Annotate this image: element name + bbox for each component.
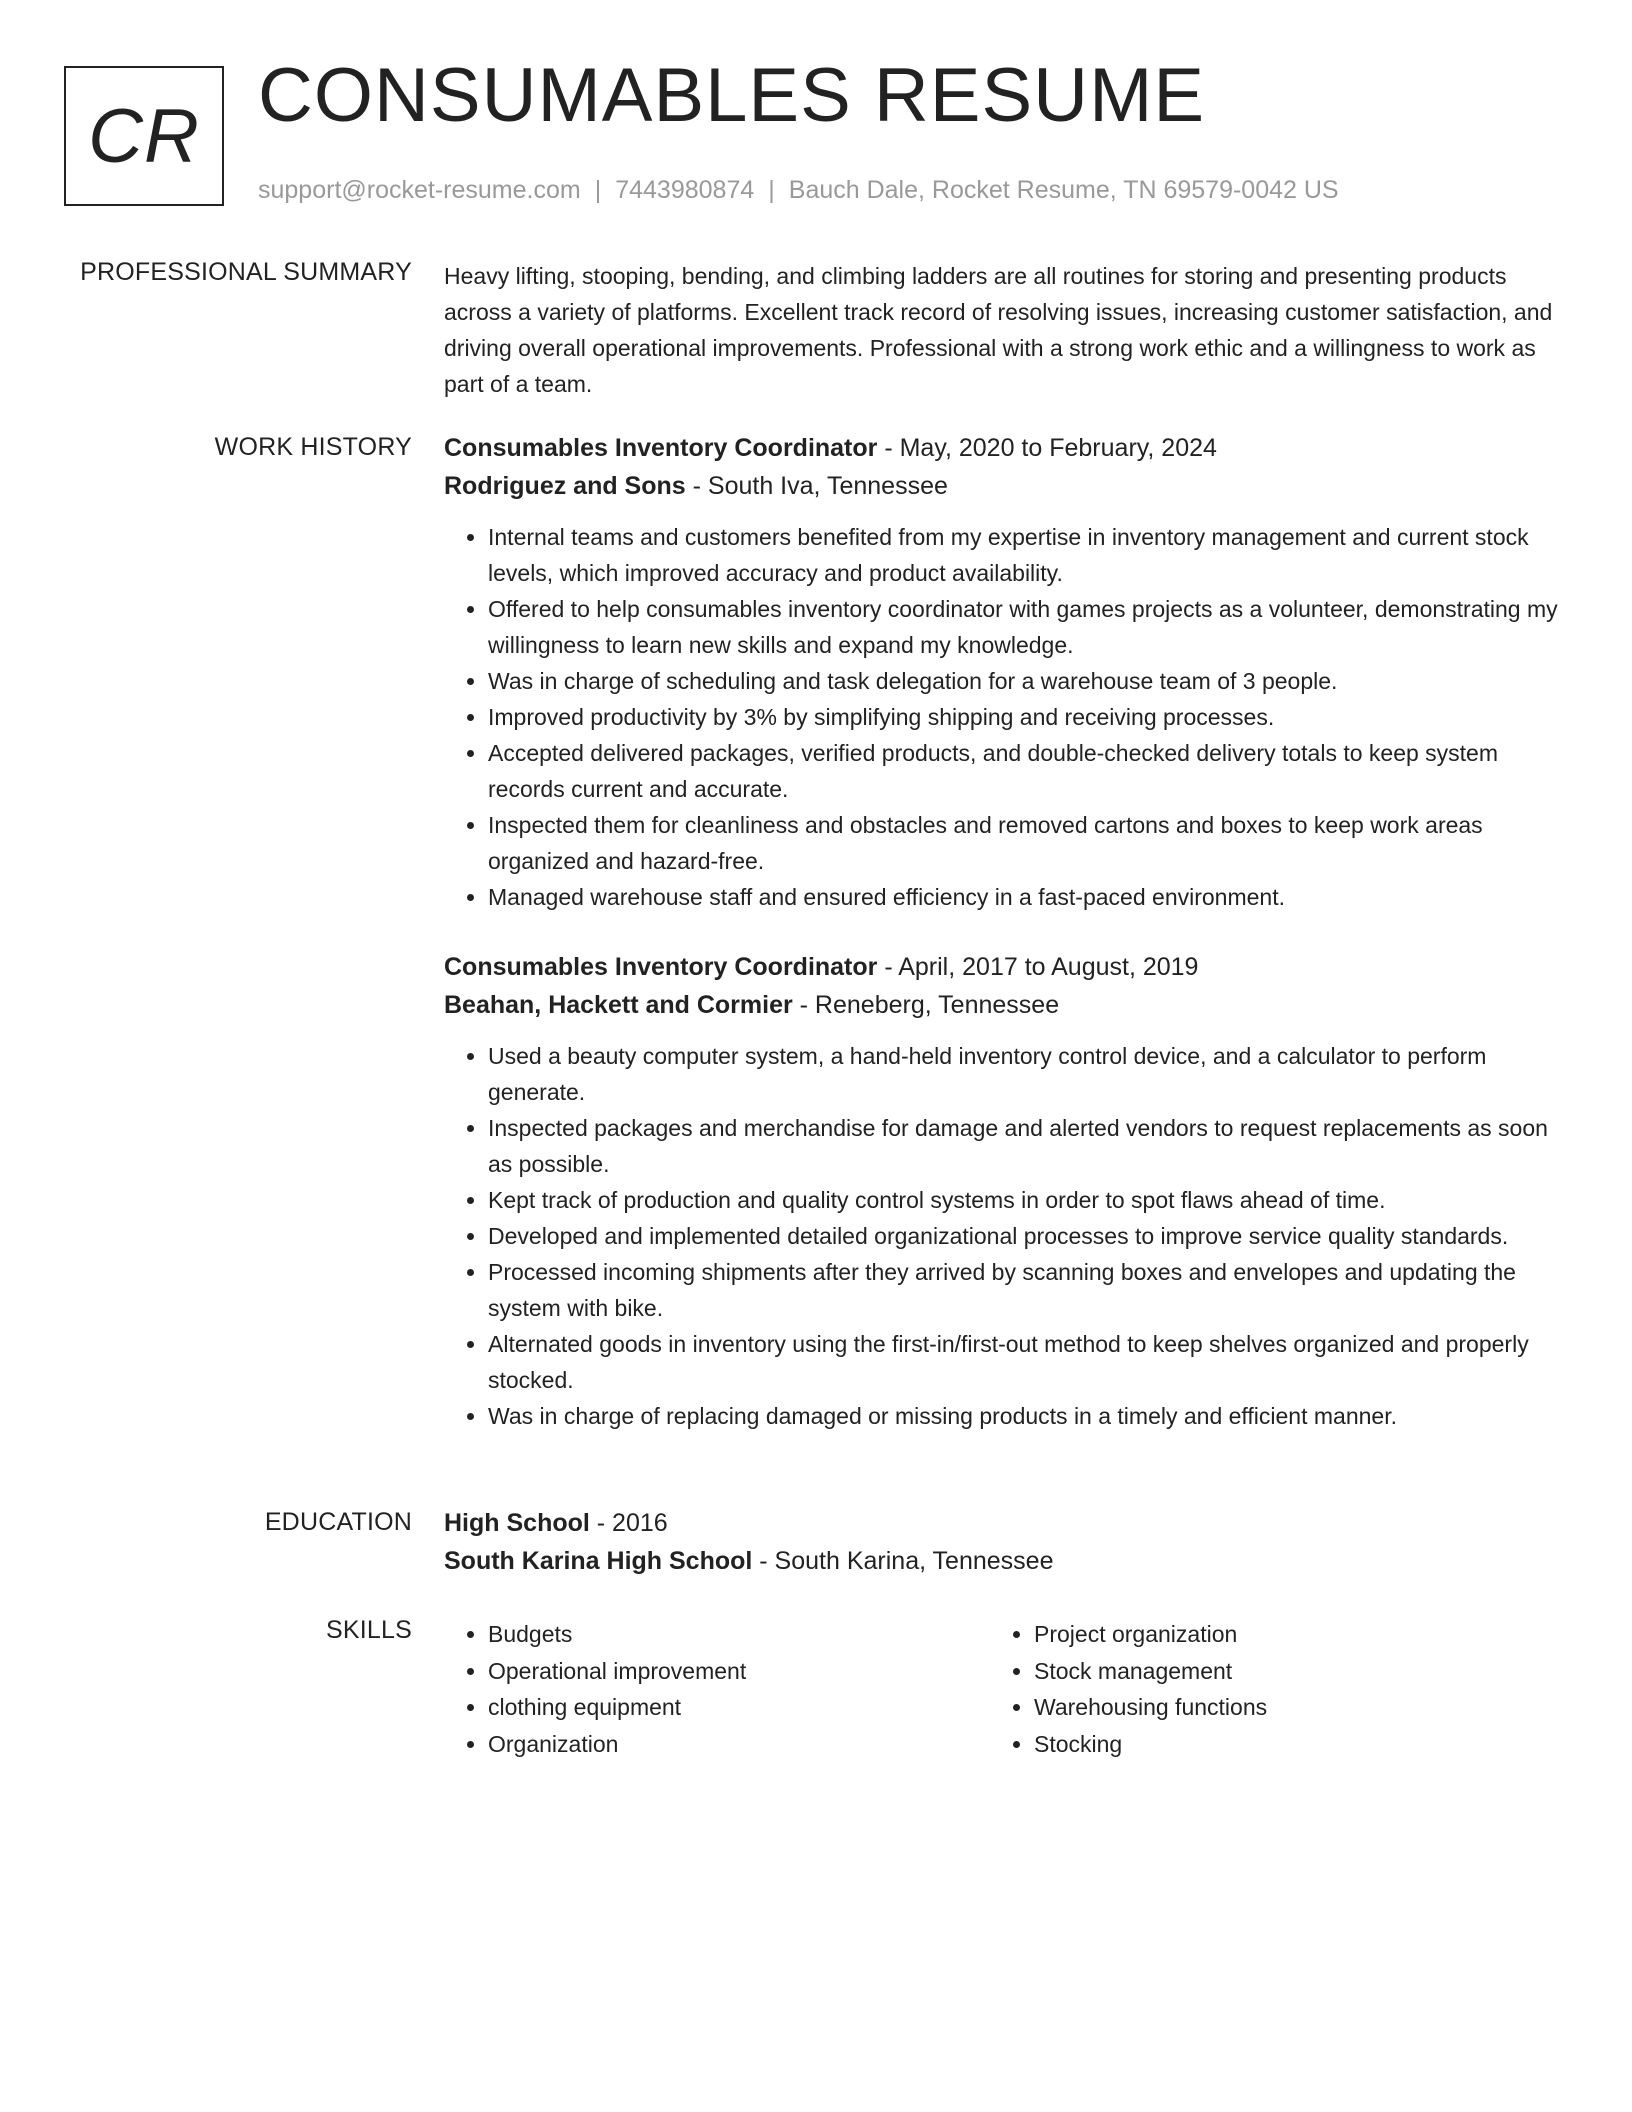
job-entry [444,948,1560,1434]
education-degree: High School [444,1509,590,1537]
section-label-education: EDUCATION [264,1508,412,1536]
skills-column-right [990,1616,1536,1762]
job-bullet: • Inspected them for cleanliness and obstacles and removed cartons and boxes to keep work areas organized and hazard-free. [488,807,1560,879]
job-bullet: • Processed incoming shipments after they arrived by scanning boxes and envelopes and updating the system with bike. [488,1254,1560,1326]
job-title: Consumables Inventory Coordinator [444,953,878,981]
skill-item: • Organization [488,1726,990,1763]
job-bullet: • Used a beauty computer system, a hand-held inventory control device, and a calculator to perform generate. [488,1038,1560,1110]
education-school: South Karina High School [444,1547,753,1575]
job-bullet: • Offered to help consumables inventory coordinator with games projects as a volunteer, demonstrating my willingness to learn new skills and expand my knowledge. [488,591,1560,663]
resume-name: CONSUMABLES RESUME [258,53,1206,138]
skills-column-left [444,1616,990,1762]
job-title-line [444,948,1560,986]
contact-separator: | [768,176,775,204]
skills-grid [444,1616,1560,1762]
job-company: Beahan, Hackett and Cormier [444,991,793,1019]
contact-line [258,176,1339,205]
job-bullet: • Was in charge of scheduling and task delegation for a warehouse team of 3 people. [488,663,1560,699]
job-bullet-list [444,519,1560,915]
skill-item: • Stocking [1034,1726,1536,1763]
contact-address: Bauch Dale, Rocket Resume, TN 69579-0042 US [788,176,1339,204]
job-company-line [444,986,1560,1024]
skill-item: • Stock management [1034,1653,1536,1690]
job-company-line [444,467,1560,505]
education-school-line [444,1542,1560,1580]
section-label-summary: PROFESSIONAL SUMMARY [80,258,412,286]
job-location: - South Iva, Tennessee [685,472,948,500]
job-bullet-list [444,1038,1560,1434]
contact-separator: | [594,176,602,204]
contact-phone: 7443980874 [615,176,755,204]
education-degree-line [444,1504,1560,1542]
skill-item: • Operational improvement [488,1653,990,1690]
job-dates: - May, 2020 to February, 2024 [877,434,1217,462]
job-bullet: • Inspected packages and merchandise for damage and alerted vendors to request replacements as soon as possible. [488,1110,1560,1182]
skill-item: • Budgets [488,1616,990,1653]
job-entry [444,429,1560,915]
job-bullet: • Developed and implemented detailed organizational processes to improve service quality standards. [488,1218,1560,1254]
section-label-work-history: WORK HISTORY [214,433,412,461]
job-bullet: • Kept track of production and quality control systems in order to spot flaws ahead of time. [488,1182,1560,1218]
job-dates: - April, 2017 to August, 2019 [877,953,1199,981]
skill-item: • clothing equipment [488,1689,990,1726]
job-title: Consumables Inventory Coordinator [444,434,878,462]
education-year: - 2016 [589,1509,668,1537]
skill-item: • Project organization [1034,1616,1536,1653]
job-bullet: • Internal teams and customers benefited from my expertise in inventory management and current stock levels, which improved accuracy and product availability. [488,519,1560,591]
section-label-skills: SKILLS [326,1616,412,1644]
job-bullet: • Was in charge of replacing damaged or missing products in a timely and efficient manner. [488,1398,1560,1434]
skill-item: • Warehousing functions [1034,1689,1536,1726]
job-location: - Reneberg, Tennessee [792,991,1060,1019]
job-bullet: • Managed warehouse staff and ensured efficiency in a fast-paced environment. [488,879,1560,915]
monogram-logo: CR [64,66,224,206]
job-bullet: • Alternated goods in inventory using the first-in/first-out method to keep shelves organized and properly stocked. [488,1326,1560,1398]
education-location: - South Karina, Tennessee [752,1547,1054,1575]
job-company: Rodriguez and Sons [444,472,686,500]
summary-text: Heavy lifting, stooping, bending, and climbing ladders are all routines for storing and presenting products across a variety of platforms. Excellent track record of resolving issues, increasing customer satisfaction, and driving overall operational improvements. Professional with a strong work ethic and a willingness to work as part of a team. [444,263,1553,397]
job-bullet: • Accepted delivered packages, verified products, and double-checked delivery totals to keep system records current and accurate. [488,735,1560,807]
job-bullet: • Improved productivity by 3% by simplifying shipping and receiving processes. [488,699,1560,735]
contact-email: support@rocket-resume.com [258,176,581,204]
job-title-line [444,429,1560,467]
